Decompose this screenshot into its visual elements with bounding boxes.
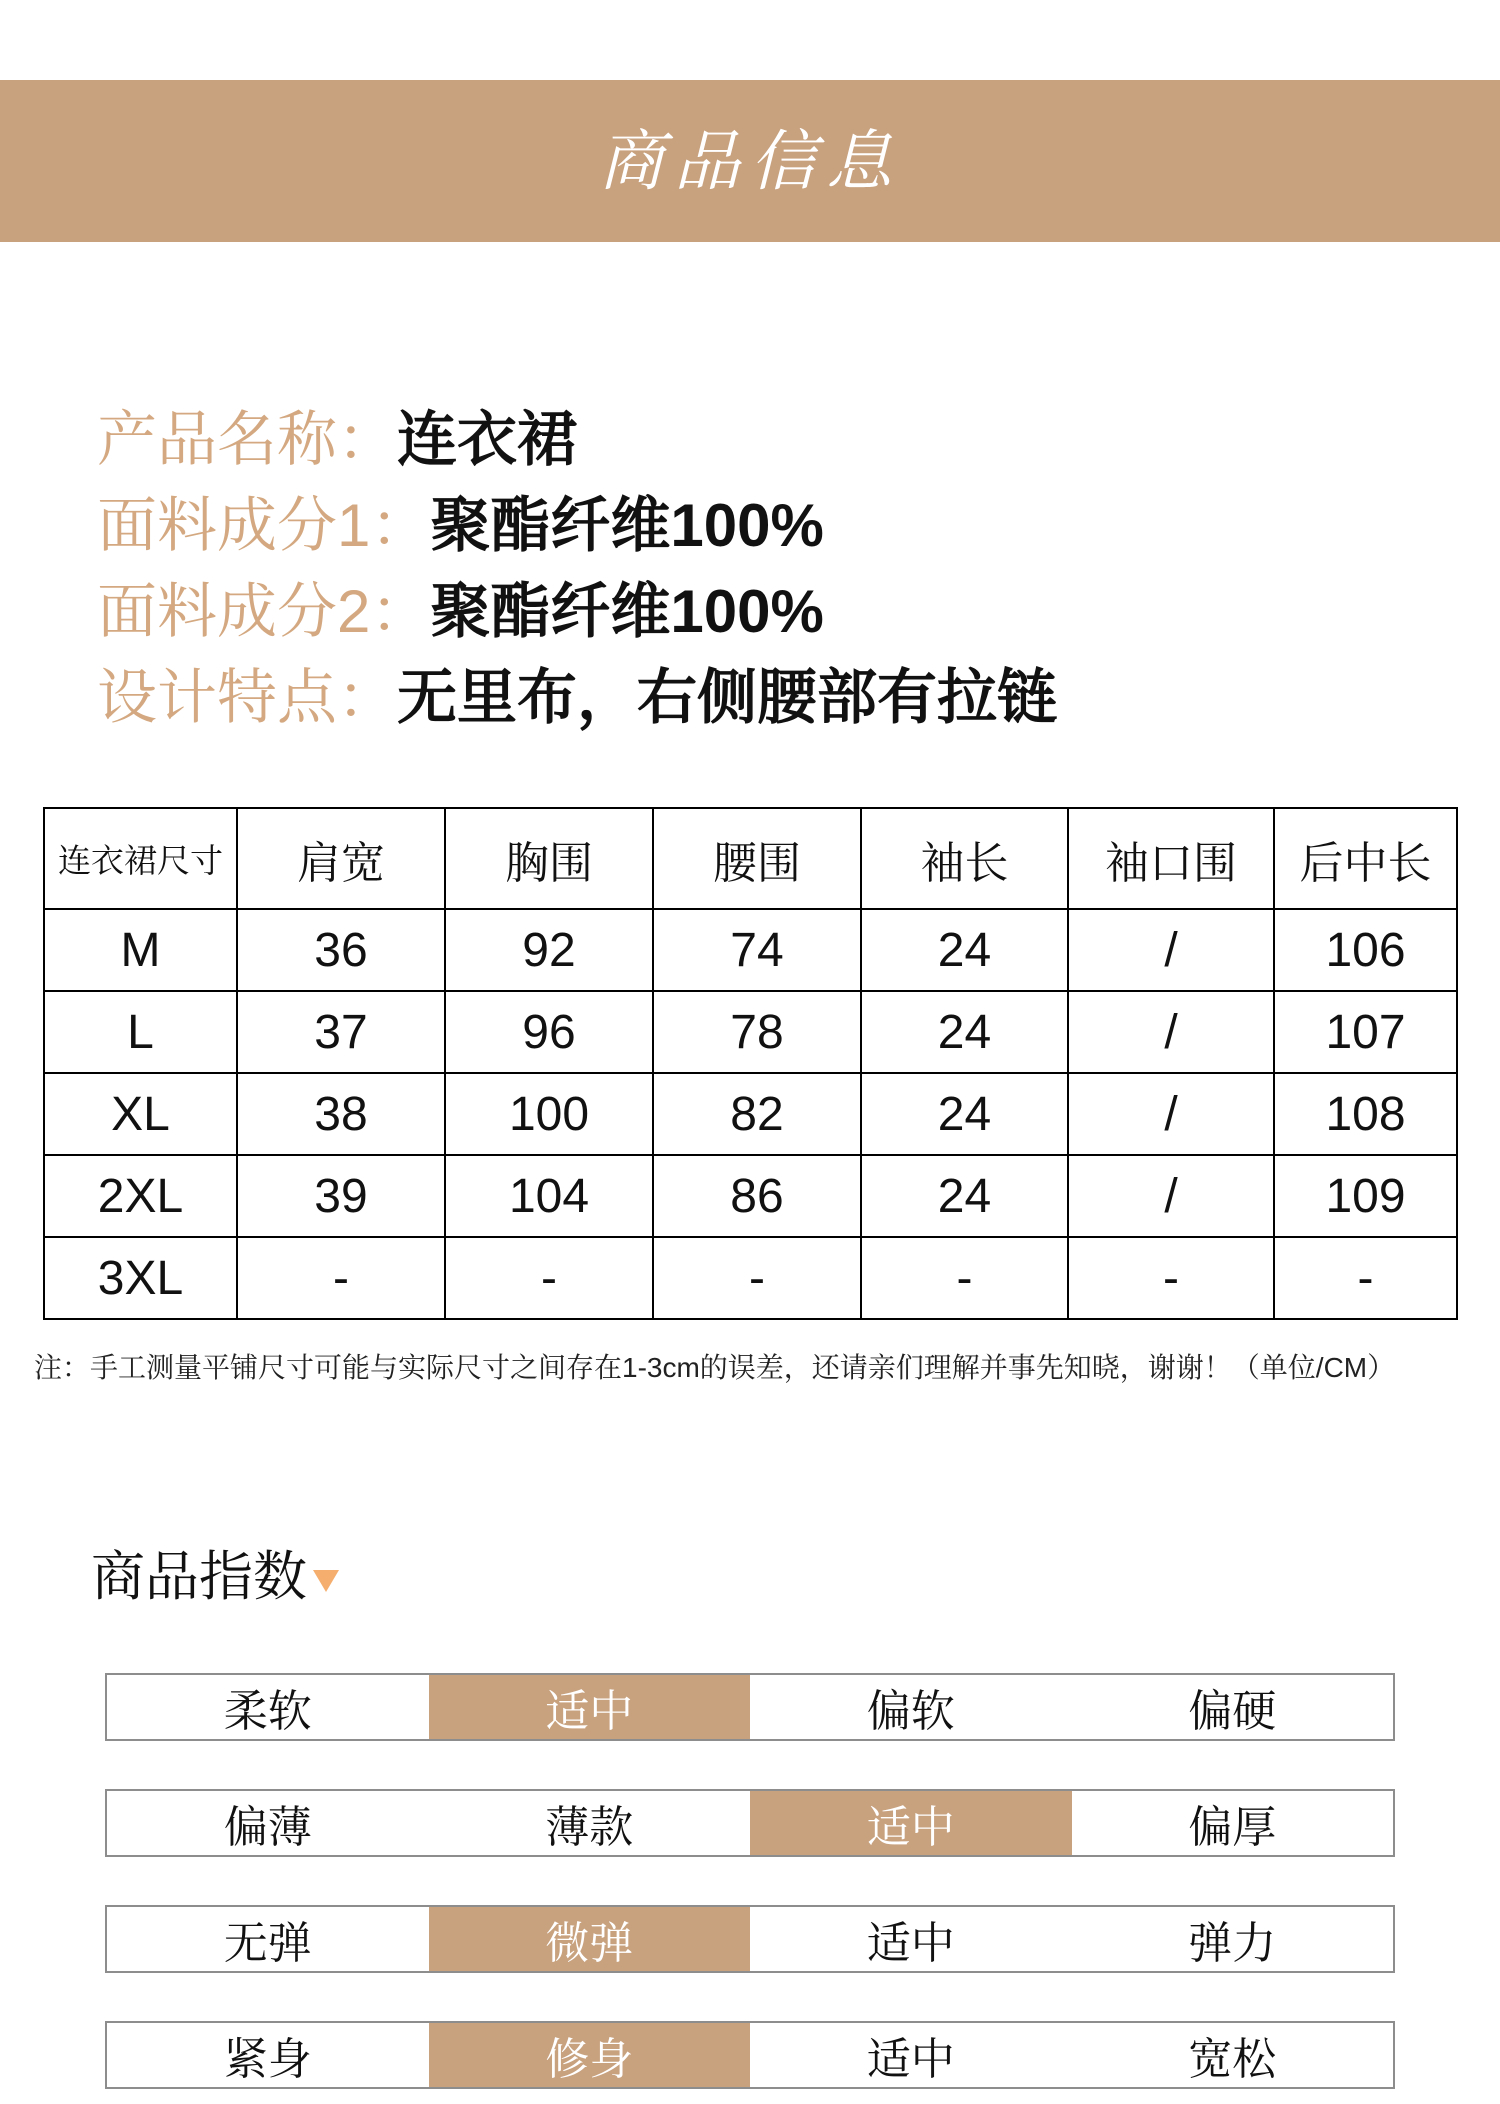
info-value: 聚酯纤维100% bbox=[430, 578, 824, 645]
table-cell: 109 bbox=[1274, 1155, 1457, 1237]
table-cell: 24 bbox=[861, 1155, 1068, 1237]
table-cell: 92 bbox=[445, 909, 653, 991]
table-cell: 2XL bbox=[44, 1155, 237, 1237]
table-cell: / bbox=[1068, 1155, 1274, 1237]
table-cell: 36 bbox=[237, 909, 445, 991]
table-cell: 24 bbox=[861, 909, 1068, 991]
info-label: 面料成分1： bbox=[97, 492, 431, 559]
index-option: 薄款 bbox=[545, 1803, 634, 1852]
index-row-fit bbox=[105, 2021, 1395, 2089]
table-header-cell: 肩宽 bbox=[237, 808, 445, 909]
table-cell: / bbox=[1068, 1073, 1274, 1155]
table-header-cell: 腰围 bbox=[653, 808, 861, 909]
table-cell: / bbox=[1068, 991, 1274, 1073]
table-row bbox=[44, 1073, 1457, 1155]
table-cell: - bbox=[1068, 1237, 1274, 1319]
banner-title: 商品信息 bbox=[598, 124, 902, 198]
table-header-cell: 后中长 bbox=[1274, 808, 1457, 909]
index-option: 宽松 bbox=[1188, 2035, 1277, 2084]
table-row bbox=[44, 909, 1457, 991]
info-value: 聚酯纤维100% bbox=[430, 492, 824, 559]
product-info bbox=[97, 397, 1477, 741]
info-value: 无里布，右侧腰部有拉链 bbox=[397, 664, 1057, 731]
table-header-cell: 袖长 bbox=[861, 808, 1068, 909]
table-row bbox=[44, 991, 1457, 1073]
table-cell: 100 bbox=[445, 1073, 653, 1155]
table-row bbox=[44, 1237, 1457, 1319]
table-cell: - bbox=[861, 1237, 1068, 1319]
table-cell: 106 bbox=[1274, 909, 1457, 991]
table-cell: 104 bbox=[445, 1155, 653, 1237]
table-cell: - bbox=[653, 1237, 861, 1319]
index-option: 适中 bbox=[429, 1675, 751, 1739]
index-title-text: 商品指数 bbox=[91, 1547, 307, 1607]
index-option: 适中 bbox=[866, 2035, 955, 2084]
table-cell: / bbox=[1068, 909, 1274, 991]
table-cell: 24 bbox=[861, 1073, 1068, 1155]
index-option: 偏厚 bbox=[1188, 1803, 1277, 1852]
index-option: 微弹 bbox=[429, 1907, 751, 1971]
index-option: 偏硬 bbox=[1188, 1687, 1277, 1736]
table-cell: - bbox=[445, 1237, 653, 1319]
info-label: 面料成分2： bbox=[97, 578, 431, 645]
index-section-title bbox=[91, 1545, 339, 1609]
index-row-thickness bbox=[105, 1789, 1395, 1857]
index-option: 偏薄 bbox=[223, 1803, 312, 1852]
banner bbox=[0, 80, 1500, 242]
table-header-row bbox=[44, 808, 1457, 909]
index-option: 紧身 bbox=[223, 2035, 312, 2084]
table-cell: 74 bbox=[653, 909, 861, 991]
table-header-cell: 袖口围 bbox=[1068, 808, 1274, 909]
index-option: 偏软 bbox=[866, 1687, 955, 1736]
info-label: 产品名称： bbox=[97, 406, 397, 473]
index-option: 修身 bbox=[429, 2023, 751, 2087]
table-cell: 107 bbox=[1274, 991, 1457, 1073]
table-header-cell: 胸围 bbox=[445, 808, 653, 909]
measurement-note: 注：手工测量平铺尺寸可能与实际尺寸之间存在1-3cm的误差，还请亲们理解并事先知晓，谢谢！（单位/CM） bbox=[34, 1352, 1396, 1383]
size-table bbox=[43, 807, 1458, 1320]
triangle-down-icon bbox=[313, 1570, 339, 1592]
index-option: 弹力 bbox=[1188, 1919, 1277, 1968]
table-cell: 82 bbox=[653, 1073, 861, 1155]
index-option: 适中 bbox=[750, 1791, 1072, 1855]
info-line-design bbox=[97, 655, 1477, 741]
table-cell: - bbox=[1274, 1237, 1457, 1319]
table-cell: 38 bbox=[237, 1073, 445, 1155]
index-option: 无弹 bbox=[223, 1919, 312, 1968]
table-header-cell: 连衣裙尺寸 bbox=[44, 808, 237, 909]
table-cell: 96 bbox=[445, 991, 653, 1073]
table-cell: - bbox=[237, 1237, 445, 1319]
info-value: 连衣裙 bbox=[397, 406, 577, 473]
table-cell: 3XL bbox=[44, 1237, 237, 1319]
info-line-fabric-2 bbox=[97, 569, 1477, 655]
table-cell: 86 bbox=[653, 1155, 861, 1237]
table-cell: 108 bbox=[1274, 1073, 1457, 1155]
index-row-softness bbox=[105, 1673, 1395, 1741]
table-cell: 37 bbox=[237, 991, 445, 1073]
table-cell: L bbox=[44, 991, 237, 1073]
table-cell: XL bbox=[44, 1073, 237, 1155]
table-cell: 78 bbox=[653, 991, 861, 1073]
info-line-fabric-1 bbox=[97, 483, 1477, 569]
index-option: 柔软 bbox=[223, 1687, 312, 1736]
table-cell: M bbox=[44, 909, 237, 991]
info-label: 设计特点： bbox=[97, 664, 397, 731]
table-cell: 39 bbox=[237, 1155, 445, 1237]
index-row-elasticity bbox=[105, 1905, 1395, 1973]
info-line-product-name bbox=[97, 397, 1477, 483]
table-row bbox=[44, 1155, 1457, 1237]
index-option: 适中 bbox=[866, 1919, 955, 1968]
table-cell: 24 bbox=[861, 991, 1068, 1073]
